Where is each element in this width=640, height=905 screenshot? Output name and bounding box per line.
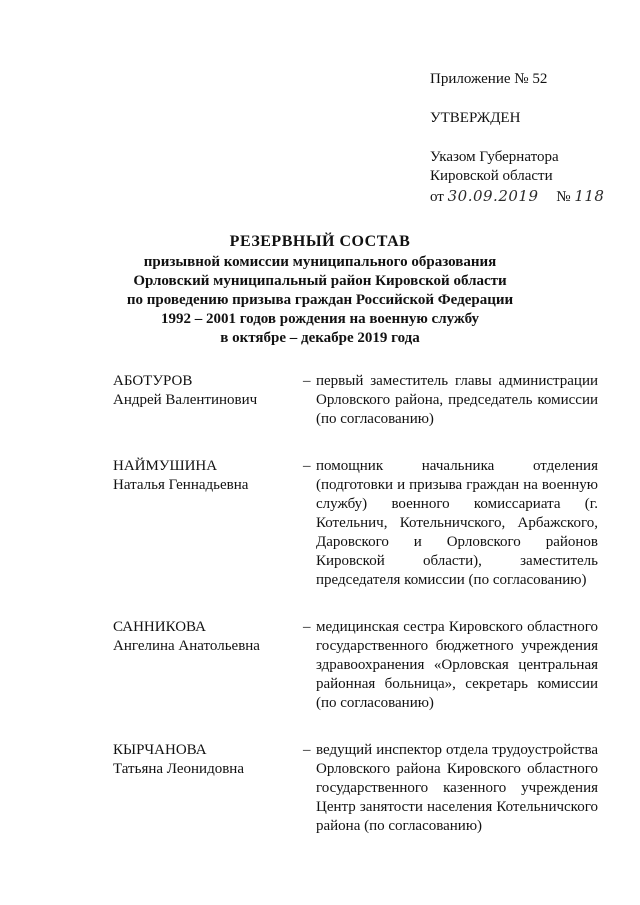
title-main: РЕЗЕРВНЫЙ СОСТАВ [229,233,411,250]
member-name [113,618,303,713]
document-title [40,232,600,348]
decree-line-2: Кировской области [430,168,553,184]
approved-stamp-text: УТВЕРЖДЕН [430,110,521,126]
title-line-1: призывной комиссии муниципального образования [143,254,497,270]
member-role: помощник начальника отделения (подготовки и призыва граждан на военную службу) военного комиссариата (г. Котельнич, Котельничского, Арбажского, Даровского и Орловского районов Кировской области), заместитель председателя комиссии (по согласованию) [316,458,598,588]
member-surname: САННИКОВА [113,619,206,635]
commission-members-list [113,372,603,864]
title-line-4: 1992 – 2001 годов рождения на военную службу [160,311,480,327]
separator-dash: – [303,742,311,758]
separator-dash: – [303,373,311,389]
member-row [113,618,603,713]
member-row [113,372,603,429]
member-given-names: Татьяна Леонидовна [113,761,244,777]
handwritten-number: 118 [574,187,605,205]
approval-header [430,70,604,207]
appendix-number: Приложение № 52 [430,71,548,87]
date-prefix: от [430,189,444,205]
member-given-names: Андрей Валентинович [113,392,258,408]
title-line-5: в октябре – декабре 2019 года [220,330,420,346]
decree-line-1: Указом Губернатора [430,149,559,165]
member-name [113,372,303,429]
member-role: медицинская сестра Кировского областного государственного бюджетного учреждения здравоохранения «Орловская центральная районная больница», секретарь комиссии (по согласованию) [316,619,598,711]
member-surname: КЫРЧАНОВА [113,742,207,758]
member-given-names: Ангелина Анатольевна [113,638,260,654]
separator-dash: – [303,458,311,474]
title-line-2: Орловский муниципальный район Кировской области [133,273,507,289]
number-prefix: № [556,189,571,205]
member-role: первый заместитель главы администрации Орловского района, председатель комиссии (по согласованию) [316,373,598,427]
member-surname: НАЙМУШИНА [113,458,218,474]
handwritten-date: 30.09.2019 [447,187,539,205]
member-row [113,741,603,836]
member-name [113,741,303,836]
decree-date-number [430,187,604,207]
member-surname: АБОТУРОВ [113,373,193,389]
member-row [113,457,603,590]
separator-dash: – [303,619,311,635]
member-name [113,457,303,590]
title-line-3: по проведению призыва граждан Российской Федерации [126,292,514,308]
member-given-names: Наталья Геннадьевна [113,477,249,493]
member-role: ведущий инспектор отдела трудоустройства Орловского района Кировского областного государственного казенного учреждения Центр занятости населения Котельничского района (по согласованию) [316,742,598,834]
